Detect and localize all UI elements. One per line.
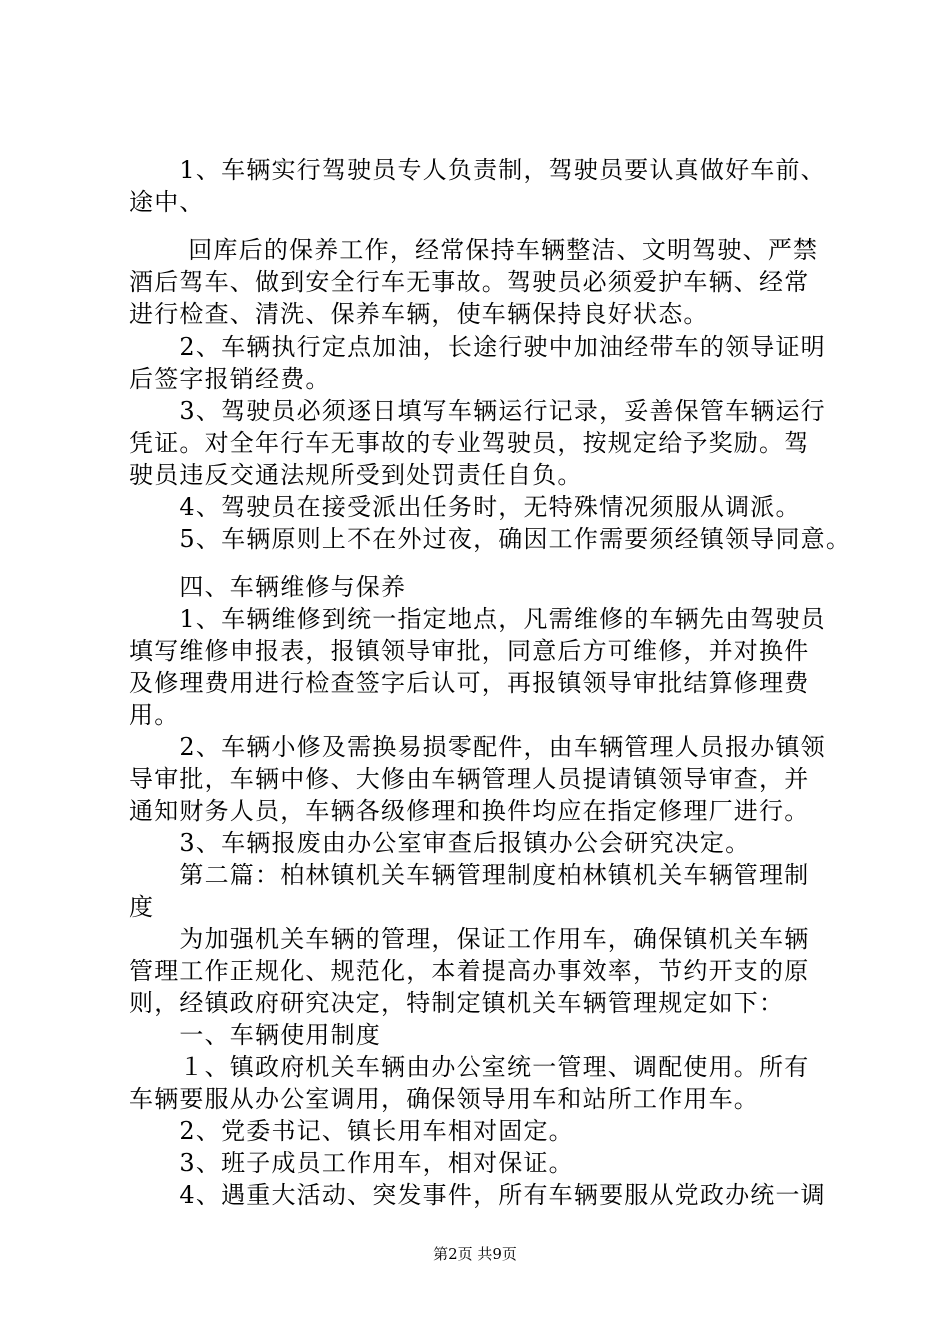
text-line: 酒后驾车、做到安全行车无事故。驾驶员必须爱护车辆、经常 (129, 268, 810, 296)
text-line: 用。 (129, 701, 180, 729)
text-line: 通知财务人员，车辆各级修理和换件均应在指定修理厂进行。 (129, 797, 810, 825)
text-line: 2、车辆执行定点加油，长途行驶中加油经带车的领导证明 (129, 333, 826, 361)
text-line: 导审批，车辆中修、大修由车辆管理人员提请镇领导审查，并 (129, 765, 810, 793)
text-line: 回库后的保养工作，经常保持车辆整洁、文明驾驶、严禁 (129, 236, 819, 264)
text-line: 进行检查、清洗、保养车辆，使车辆保持良好状态。 (129, 300, 709, 328)
text-line: 及修理费用进行检查签字后认可，再报镇领导审批结算修理费 (129, 669, 810, 697)
text-line: 管理工作正规化、规范化，本着提高办事效率，节约开支的原 (129, 957, 810, 985)
section-heading: 一、车辆使用制度 (129, 1021, 381, 1049)
text-line: 填写维修申报表，报镇领导审批，同意后方可维修，并对换件 (129, 637, 810, 665)
text-line: 5、车辆原则上不在外过夜，确因工作需要须经镇领导同意。 (129, 525, 852, 553)
page-number: 第2页 共9页 (433, 1245, 517, 1263)
section-heading: 四、车辆维修与保养 (129, 573, 407, 601)
text-line: 4、遇重大活动、突发事件，所有车辆要服从党政办统一调 (129, 1181, 826, 1209)
text-line: 4、驾驶员在接受派出任务时，无特殊情况须服从调派。 (129, 493, 801, 521)
text-line: 3、驾驶员必须逐日填写车辆运行记录，妥善保管车辆运行 (129, 397, 826, 425)
text-line: 1、车辆实行驾驶员专人负责制，驾驶员要认真做好车前、 (129, 156, 826, 184)
text-line: 3、班子成员工作用车，相对保证。 (129, 1149, 574, 1177)
text-line: 车辆要服从办公室调用，确保领导用车和站所工作用车。 (129, 1085, 759, 1113)
text-line: 度 (129, 893, 155, 921)
text-line: 3、车辆报废由办公室审查后报镇办公会研究决定。 (129, 829, 751, 857)
text-line: 2、党委书记、镇长用车相对固定。 (129, 1117, 574, 1145)
text-line: １、镇政府机关车辆由办公室统一管理、调配使用。所有 (129, 1053, 810, 1081)
text-line: 2、车辆小修及需换易损零配件，由车辆管理人员报办镇领 (129, 733, 826, 761)
text-line: 后签字报销经费。 (129, 365, 331, 393)
text-line: 1、车辆维修到统一指定地点，凡需维修的车辆先由驾驶员 (129, 605, 826, 633)
text-line: 驶员违反交通法规所受到处罚责任自负。 (129, 461, 583, 489)
text-line: 凭证。对全年行车无事故的专业驾驶员，按规定给予奖励。驾 (129, 429, 810, 457)
text-line: 途中、 (129, 188, 205, 216)
text-line: 为加强机关车辆的管理，保证工作用车，确保镇机关车辆 (129, 925, 810, 953)
text-line: 则，经镇政府研究决定，特制定镇机关车辆管理规定如下： (129, 989, 785, 1017)
section-heading: 第二篇：柏林镇机关车辆管理制度柏林镇机关车辆管理制 (129, 861, 810, 889)
